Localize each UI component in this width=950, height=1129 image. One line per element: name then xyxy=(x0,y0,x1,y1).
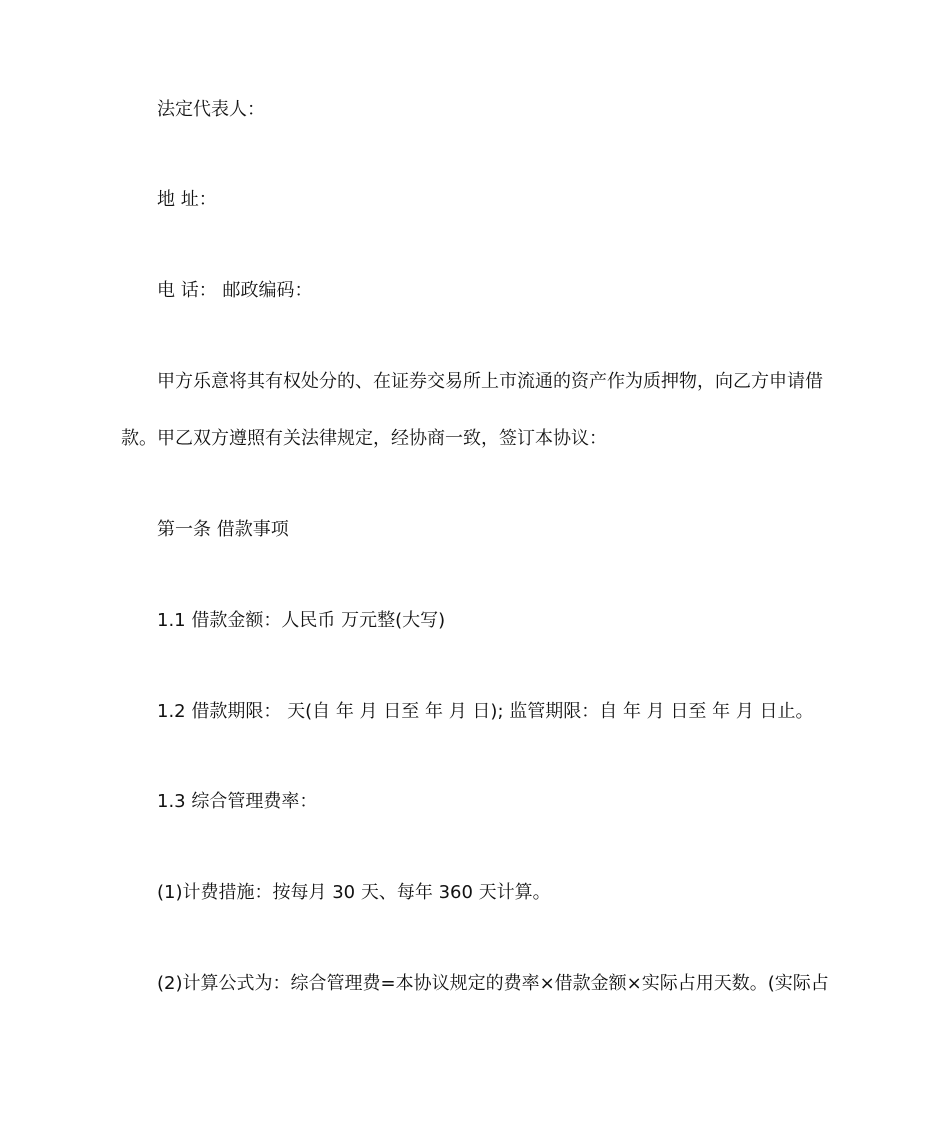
clause-1-3: 1.3 综合管理费率： xyxy=(157,791,318,812)
legal-representative-line: 法定代表人： xyxy=(157,99,265,120)
clause-1-1: 1.1 借款金额：人民币 万元整(大写) xyxy=(157,610,446,631)
article-heading: 第一条 借款事项 xyxy=(157,519,289,540)
phone-postcode-line: 电 话： 邮政编码： xyxy=(157,280,313,301)
address-line: 地 址： xyxy=(157,189,217,210)
clause-1-2: 1.2 借款期限： 天(自 年 月 日至 年 月 日); 监管期限：自 年 月 日至 年 月 日止。 xyxy=(157,701,814,722)
paragraph-line-2: 款。甲乙双方遵照有关法律规定，经协商一致，签订本协议： xyxy=(121,428,607,449)
paragraph-line-1: 甲方乐意将其有权处分的、在证券交易所上市流通的资产作为质押物，向乙方申请借 xyxy=(157,371,823,392)
clause-item-2: (2)计算公式为：综合管理费=本协议规定的费率×借款金额×实际占用天数。(实际占 xyxy=(157,973,829,994)
clause-item-1: (1)计费措施：按每月 30 天、每年 360 天计算。 xyxy=(157,882,551,903)
